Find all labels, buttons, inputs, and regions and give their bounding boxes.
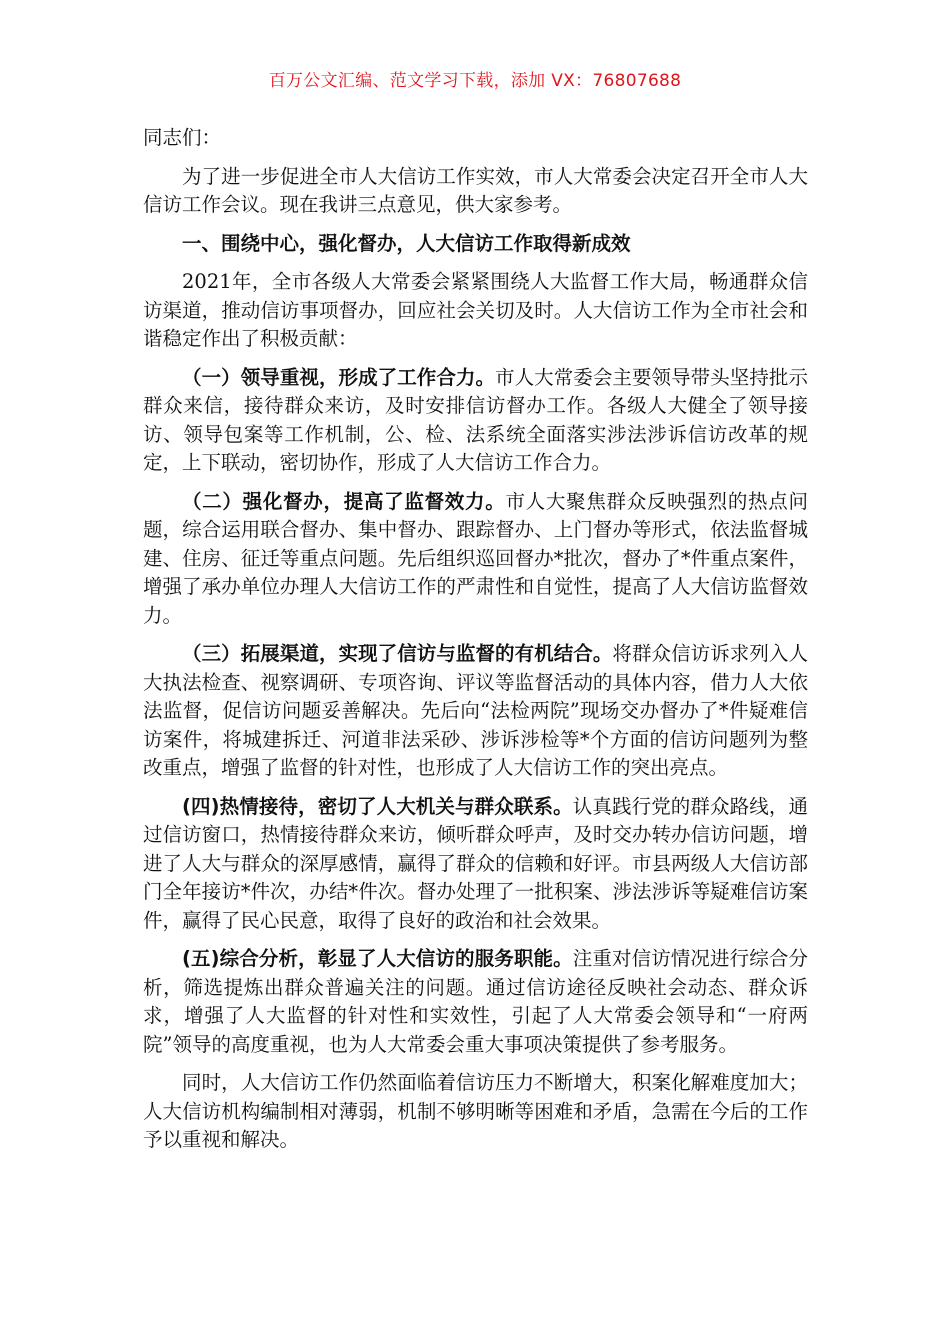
point-paragraph-2 — [143, 488, 808, 631]
point-body: 认真践行党的群众路线，通过信访窗口，热情接待群众来访，倾听群众呼声，及时交办转办信访问题，增进了人大与群众的深厚感情，赢得了群众的信赖和好评。市县两级人大信访部门全年接访*件次，办结*件次。督办处理了一批积案、涉法涉诉等疑难信访案件，赢得了民心民意，取得了良好的政治和社会效果。 — [143, 794, 808, 932]
point-lead: (五)综合分析，彰显了人大信访的服务职能。 — [182, 947, 573, 970]
point-paragraph-4 — [143, 793, 808, 936]
point-lead: （二）强化督办，提高了监督效力。 — [182, 489, 506, 513]
point-lead: （一）领导重视，形成了工作合力。 — [182, 365, 496, 389]
section-intro-paragraph: 2021年，全市各级人大常委会紧紧围绕人大监督工作大局，畅通群众信访渠道，推动信访事项督办，回应社会关切及时。人大信访工作为全市社会和谐稳定作出了积极贡献： — [143, 270, 808, 350]
point-body: 将群众信访诉求列入人大执法检查、视察调研、专项咨询、评议等监督活动的具体内容，借力人大依法监督，促信访问题妥善解决。先后向“法检两院”现场交办督办了*件疑难信访案件，将城建拆迁、河道非法采砂、涉诉涉检等*个方面的信访问题列为整改重点，增强了监督的针对性，也形成了人大信访工作的突出亮点。 — [143, 642, 808, 779]
salutation: 同志们： — [143, 126, 222, 149]
document-body — [143, 124, 808, 1155]
promo-banner: 百万公文汇编、范文学习下载，添加 VX：76807688 — [268, 71, 682, 91]
closing-paragraph: 同时，人大信访工作仍然面临着信访压力不断增大，积案化解难度加大；人大信访机构编制相对薄弱，机制不够明晰等困难和矛盾，急需在今后的工作予以重视和解决。 — [143, 1071, 808, 1151]
point-body: 市人大聚焦群众反映强烈的热点问题，综合运用联合督办、集中督办、跟踪督办、上门督办等形式，依法监督城建、住房、征迁等重点问题。先后组织巡回督办*批次，督办了*件重点案件，增强了承办单位办理人大信访工作的严肃性和自觉性，提高了人大信访监督效力。 — [143, 489, 808, 627]
point-paragraph-3 — [143, 640, 808, 783]
section-heading-1: 一、围绕中心，强化督办，人大信访工作取得新成效 — [182, 231, 631, 255]
point-body: 注重对信访情况进行综合分析，筛选提炼出群众普遍关注的问题。通过信访途径反映社会动态、群众诉求，增强了人大监督的针对性和实效性，引起了人大常委会领导和“一府两院”领导的高度重视，也为人大常委会重大事项决策提供了参考服务。 — [143, 947, 808, 1056]
point-paragraph-5 — [143, 945, 808, 1059]
point-lead: (四)热情接待，密切了人大机关与群众联系。 — [182, 794, 573, 818]
intro-paragraph: 为了进一步促进全市人大信访工作实效，市人大常委会决定召开全市人大信访工作会议。现在我讲三点意见，供大家参考。 — [143, 164, 808, 216]
point-body: 市人大常委会主要领导带头坚持批示群众来信，接待群众来访，及时安排信访督办工作。各级人大健全了领导接访、领导包案等工作机制，公、检、法系统全面落实涉法涉诉信访改革的规定，上下联动，密切协作，形成了人大信访工作合力。 — [143, 365, 808, 474]
point-lead: （三）拓展渠道，实现了信访与监督的有机结合。 — [182, 642, 613, 665]
point-paragraph-1 — [143, 364, 808, 478]
